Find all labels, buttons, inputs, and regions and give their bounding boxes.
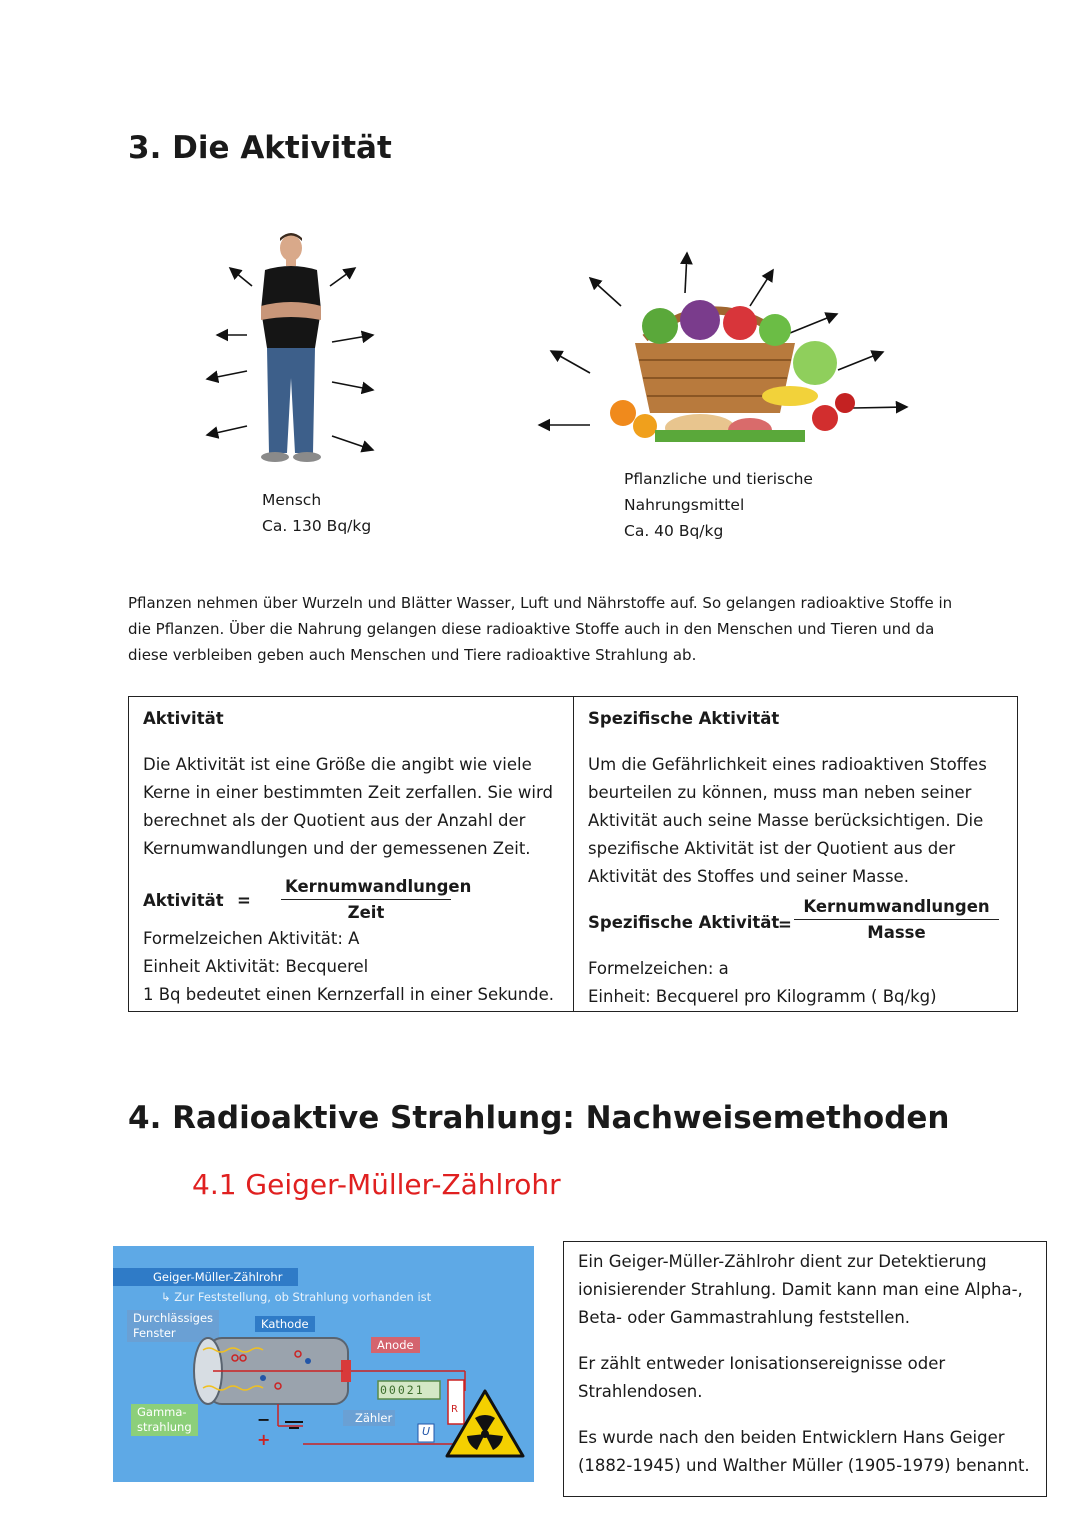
gamma-label-line-2: strahlung	[137, 1420, 192, 1434]
info-paragraph-1: Ein Geiger-Müller-Zählrohr dient zur Detektierung ionisierender Strahlung. Damit kann man eine Alpha-, Beta- oder Gammastrahlung feststellen.	[578, 1252, 1023, 1327]
activity-definition: Die Aktivität ist eine Größe die angibt wie viele Kerne in einer bestimmten Zeit zerfallen. Sie wird berechnet als der Quotient aus der Anzahl der Kernumwandlungen und der gemessenen Zeit.	[143, 755, 553, 858]
specific-activity-formula-fraction	[794, 895, 999, 946]
anode-label: Anode	[371, 1337, 420, 1353]
specific-activity-definition: Um die Gefährlichkeit eines radioaktiven Stoffes beurteilen zu können, muss man neben seiner Aktivität auch seine Masse berücksichtigen. Die spezifische Aktivität ist der Quotient aus der Aktivität des Stoffes und seiner Masse.	[588, 755, 987, 886]
counter-display: 00021	[380, 1383, 425, 1397]
geiger-mueller-diagram	[113, 1246, 534, 1482]
activity-formula	[143, 863, 559, 925]
diagram-title: Geiger-Müller-Zählrohr	[153, 1270, 283, 1284]
specific-activity-formula-numerator: Kernumwandlungen	[794, 895, 999, 920]
specific-activity-cell	[574, 697, 1017, 1011]
section-3-paragraph: Pflanzen nehmen über Wurzeln und Blätter Wasser, Luft und Nährstoffe auf. So gelangen radioaktive Stoffe in die Pflanzen. Über die Nahrung gelangen diese radioaktive Stoffe auch in den Menschen und Tieren und da diese verbleiben geben auch Menschen und Tiere radioaktive Strahlung ab.	[128, 594, 953, 664]
specific-activity-unit: Einheit: Becquerel pro Kilogramm ( Bq/kg)	[588, 987, 937, 1006]
activity-unit: Einheit Aktivität: Becquerel	[143, 957, 369, 976]
food-basket-illustration	[535, 248, 915, 458]
specific-activity-title: Spezifische Aktivität	[588, 709, 780, 728]
activity-formula-lhs: Aktivität	[143, 891, 224, 910]
section-3-heading: 3. Die Aktivität	[128, 130, 392, 166]
activity-cell	[129, 697, 574, 1011]
person-illustration	[195, 228, 385, 478]
resistor-label: R	[451, 1404, 458, 1415]
specific-activity-formula-equals: =	[778, 915, 792, 934]
activity-formula-equals: =	[237, 891, 251, 910]
diagram-subtitle: ↳ Zur Feststellung, ob Strahlung vorhanden ist	[161, 1290, 432, 1304]
voltage-label: U	[422, 1425, 431, 1438]
window-label-line-2: Fenster	[133, 1326, 176, 1340]
activity-symbol: Formelzeichen Aktivität: A	[143, 929, 360, 948]
activity-table	[128, 696, 1018, 1012]
diagram-subtitle-text: Zur Feststellung, ob Strahlung vorhanden ist	[174, 1290, 432, 1304]
geiger-tube-schematic	[113, 1246, 534, 1482]
food-activity-value: Ca. 40 Bq/kg	[624, 522, 724, 540]
food-caption	[624, 466, 813, 544]
specific-activity-symbol: Formelzeichen: a	[588, 959, 729, 978]
window-label-line-1: Durchlässiges	[133, 1311, 214, 1325]
food-label-line-2: Nahrungsmittel	[624, 496, 745, 514]
specific-activity-formula	[588, 891, 1003, 955]
activity-formula-denominator: Zeit	[347, 903, 385, 922]
gamma-label-line-1: Gamma-	[137, 1405, 187, 1419]
activity-unit-note: 1 Bq bedeutet einen Kernzerfall in einer Sekunde.	[143, 985, 555, 1004]
activity-formula-fraction	[281, 875, 472, 926]
food-label-line-1: Pflanzliche und tierische	[624, 470, 813, 488]
battery-minus: −	[257, 1410, 271, 1429]
section-4-heading: 4. Radioaktive Strahlung: Nachweisemethoden	[128, 1100, 950, 1136]
counter-label: Zähler	[355, 1411, 393, 1425]
section-4-1-heading: 4.1 Geiger-Müller-Zählrohr	[192, 1168, 561, 1201]
geiger-info-box	[563, 1241, 1047, 1497]
specific-activity-formula-lhs: Spezifische Aktivität	[588, 913, 780, 932]
cathode-label: Kathode	[255, 1316, 315, 1332]
info-paragraph-3: Es wurde nach den beiden Entwicklern Hans Geiger (1882-1945) und Walther Müller (1905-1979) benannt.	[578, 1428, 1030, 1475]
person-label: Mensch	[262, 491, 322, 509]
specific-activity-formula-denominator: Masse	[867, 923, 926, 942]
activity-title: Aktivität	[143, 709, 224, 728]
person-caption	[262, 487, 371, 539]
person-activity-value: Ca. 130 Bq/kg	[262, 517, 372, 535]
info-paragraph-2: Er zählt entweder Ionisationsereignisse oder Strahlendosen.	[578, 1354, 946, 1401]
battery-plus: +	[257, 1430, 271, 1449]
activity-formula-numerator: Kernumwandlungen	[281, 875, 451, 900]
